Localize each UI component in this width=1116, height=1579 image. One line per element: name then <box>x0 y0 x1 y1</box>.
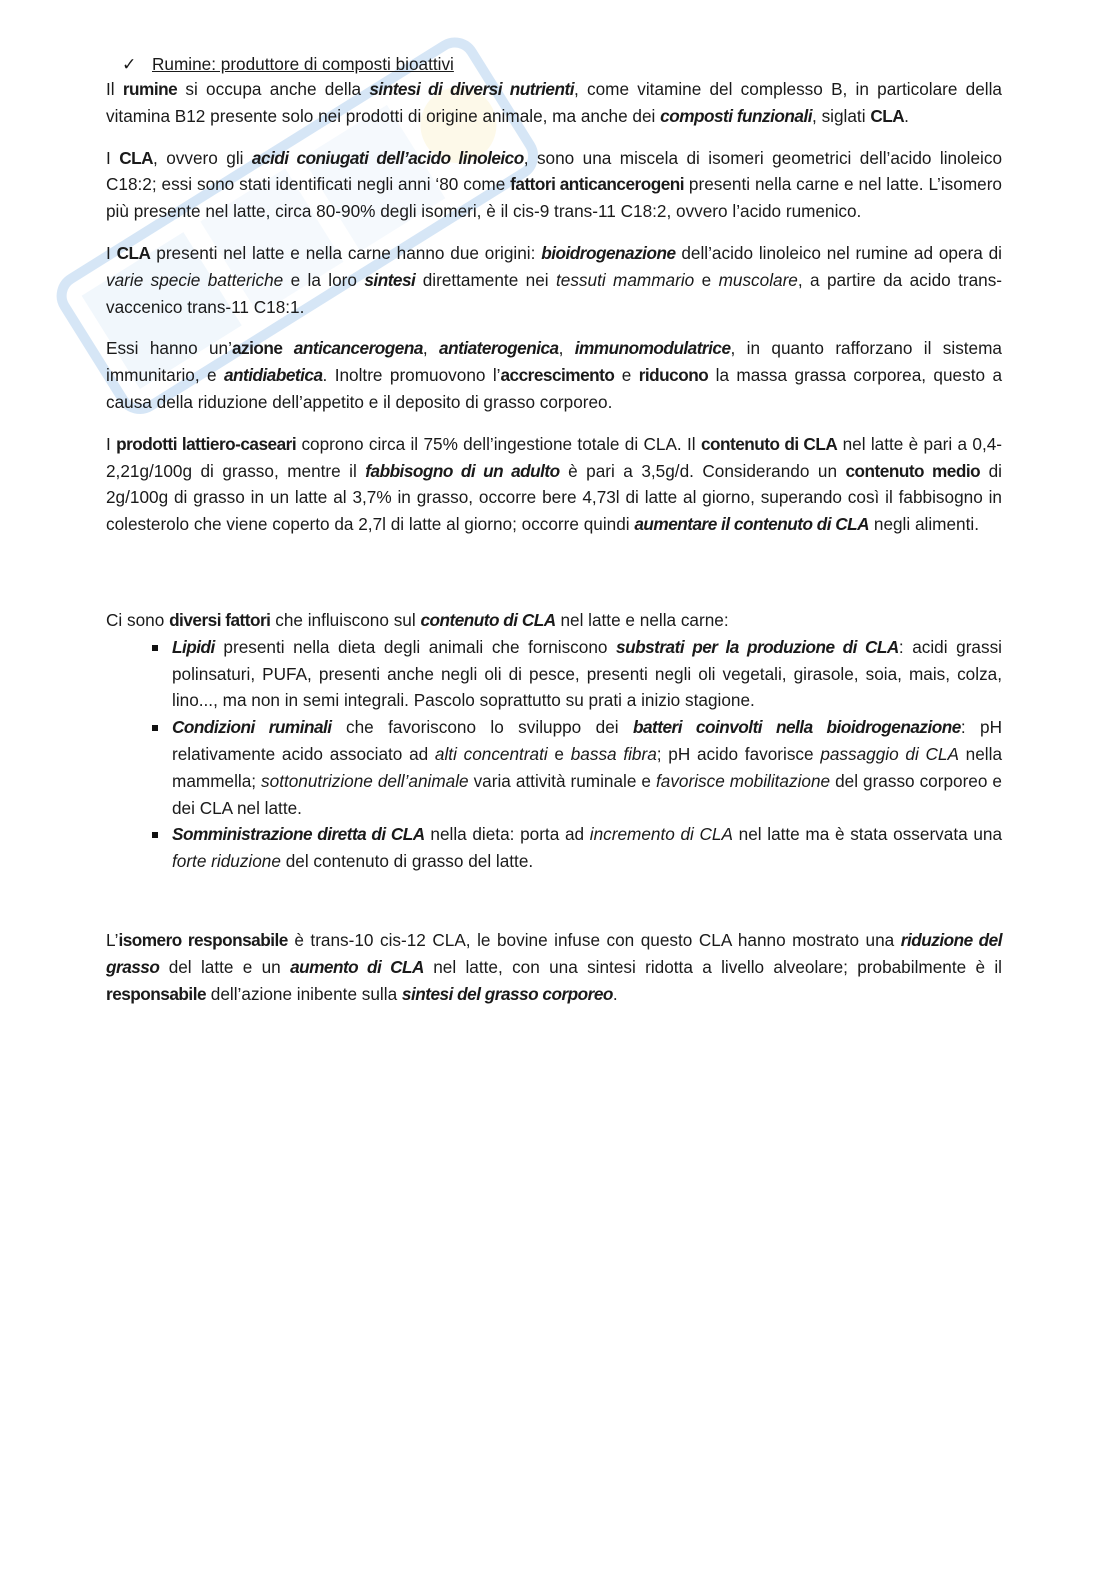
paragraph-isomero-responsabile: L’isomero responsabile è trans-10 cis-12 CLA, le bovine infuse con questo CLA hanno mostrato una riduzione del grasso del latte e un aumento di CLA nel latte, con una sintesi ridotta a livello alveolare; probabilmente è il responsabile dell’azione inibente sulla sintesi del grasso corporeo. <box>106 929 1003 1004</box>
section-heading <box>122 52 1002 76</box>
list-item-lipidi: Lipidi presenti nella dieta degli animali che forniscono substrati per la produzione di CLA: acidi grassi polinsaturi, PUFA, presenti anche negli oli di pesce, presenti negli oli vegetali, girasole, soia, mais, colza, lino..., ma non in semi integrali. Pascolo soprattutto su prati a inizio stagione. <box>172 634 1002 714</box>
paragraph-cla-definition: I CLA, ovvero gli acidi coniugati dell’acido linoleico, sono una miscela di isomeri geometrici dell’acido linoleico C18:2; essi sono stati identificati negli anni ‘80 come fattori anticancerogeni presenti nella carne e nel latte. L’isomero più presente nel latte, circa 80-90% degli isomeri, è il cis-9 trans-11 C18:2, ovvero l’acido rumenico. <box>106 147 1002 222</box>
paragraph-dairy-products: I prodotti lattiero-caseari coprono circa il 75% dell’ingestione totale di CLA. Il contenuto di CLA nel latte è pari a 0,4-2,21g/100g di grasso, mentre il fabbisogno di un adulto è pari a 3,5g/d. Considerando un contenuto medio di 2g/100g di grasso in un latte al 3,7% in grasso, occorre bere 4,73l di latte al giorno, superando così il fabbisogno in colesterolo che viene coperto da 2,7l di latte al giorno; occorre quindi aumentare il contenuto di CLA negli alimenti. <box>106 433 1002 535</box>
paragraph-factors-intro: Ci sono diversi fattori che influiscono sul contenuto di CLA nel latte e nella carne: <box>106 609 729 630</box>
paragraph-cla-origins: I CLA presenti nel latte e nella carne hanno due origini: bioidrogenazione dell’acido linoleico nel rumine ad opera di varie specie batteriche e la loro sintesi direttamente nei tessuti mammario e muscolare, a partire da acido trans-vaccenico trans-11 C18:1. <box>106 242 1003 317</box>
paragraph-rumine: Il rumine si occupa anche della sintesi di diversi nutrienti, come vitamine del complesso B, in particolare della vitamina B12 presente solo nei prodotti di origine animale, ma anche dei composti funzionali, siglati CLA. <box>106 79 1002 126</box>
checkmark-icon: ✓ <box>122 54 137 74</box>
list-item-somministrazione: Somministrazione diretta di CLA nella dieta: porta ad incremento di CLA nel latte ma è stata osservata una forte riduzione del contenuto di grasso del latte. <box>172 821 1002 875</box>
document-page <box>106 52 1002 1022</box>
paragraph-cla-actions: Essi hanno un’azione anticancerogena, antiaterogenica, immunomodulatrice, in quanto rafforzano il sistema immunitario, e antidiabetica. Inoltre promuovono l’accrescimento e riducono la massa grassa corporea, questo a causa della riduzione dell’appetito e il deposito di grasso corporeo. <box>106 338 1002 412</box>
list-item-condizioni-ruminali: Condizioni ruminali che favoriscono lo sviluppo dei batteri coinvolti nella bioidrogenazione: pH relativamente acido associato ad alti concentrati e bassa fibra; pH acido favorisce passaggio di CLA nella mammella; sottonutrizione dell’animale varia attività ruminale e favorisce mobilitazione del grasso corporeo e dei CLA nel latte. <box>172 714 1002 821</box>
section-title: Rumine: produttore di composti bioattivi <box>152 54 454 74</box>
factors-list <box>106 634 1002 875</box>
